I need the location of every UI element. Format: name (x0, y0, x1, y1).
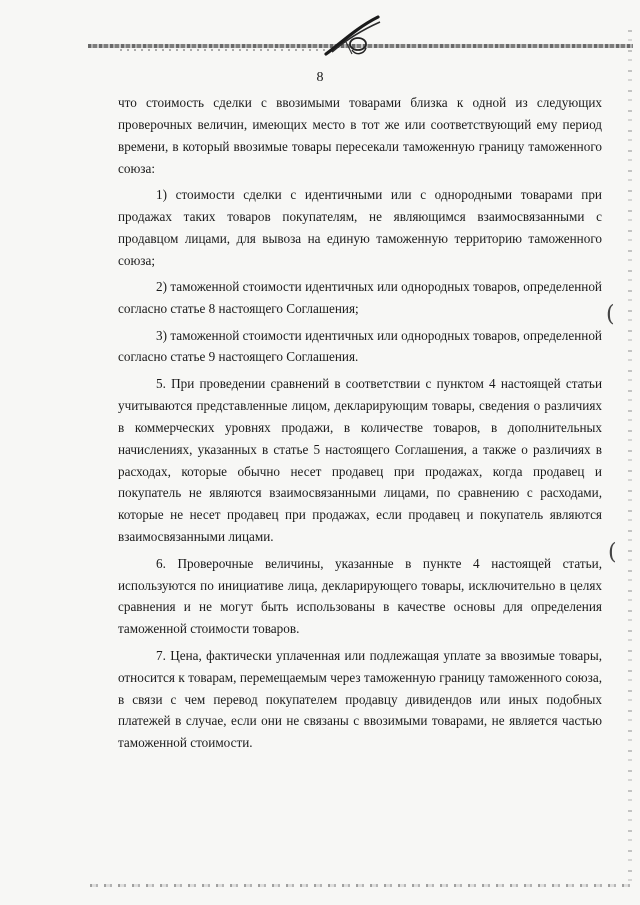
margin-mark: ( (608, 540, 617, 565)
paragraph-item-3: 3) таможенной стоимости идентичных или однородных товаров, определенной согласно статье 9 настоящего Соглашения. (118, 327, 602, 365)
paragraph-item-2: 2) таможенной стоимости идентичных или однородных товаров, определенной согласно статье 8 настоящего Соглашения; (118, 279, 602, 317)
margin-mark: ( (606, 302, 615, 327)
document-body (118, 92, 602, 759)
page-number: 8 (316, 70, 324, 85)
paragraph-continuation: что стоимость сделки с ввозимыми товарами близка к одной из следующих проверочных величин, имеющих место в тот же или соответствующий ему период времени, в который ввозимые товары пересекали таможенную границу таможенного союза: (118, 95, 602, 176)
paragraph-clause-5: 5. При проведении сравнений в соответствии с пунктом 4 настоящей статьи учитываются представленные лицом, декларирующим товары, сведения о различиях в коммерческих уровнях продажи, в количестве товаров, в дополнительных начислениях, указанных в статье 5 настоящего Соглашения, а также о различиях в расходах, которые обычно несет продавец при продажах, когда продавец и покупатель не являются взаимосвязанными лицами, по сравнению с расходами, которые не несет продавец при продажах, если продавец и покупатель являются взаимосвязанными лицами. (118, 375, 602, 545)
handwritten-signature-mark (322, 14, 384, 60)
paragraph-clause-6: 6. Проверочные величины, указанные в пункте 4 настоящей статьи, используются по инициативе лица, декларирующего товары, исключительно в целях сравнения и не могут быть использованы в качестве основы для определения таможенной стоимости товаров. (118, 555, 602, 637)
scan-artifact-bottom (90, 884, 635, 887)
scan-artifact-right (628, 30, 632, 890)
scan-artifact-top-secondary (120, 49, 330, 51)
paragraph-item-1: 1) стоимости сделки с идентичными или с однородными товарами при продажах таких товаров покупателям, не являющимся взаимосвязанными с продавцом лицами, для вывоза на единую таможенную территорию таможенного союза; (118, 187, 602, 268)
paragraph-clause-7: 7. Цена, фактически уплаченная или подлежащая уплате за ввозимые товары, относится к товарам, перемещаемым через таможенную границу таможенного союза, в связи с чем перевод покупателем продавцу дивидендов или иных подобных платежей в случае, если они не связаны с ввозимыми товарами, не является частью таможенной стоимости. (118, 647, 602, 751)
